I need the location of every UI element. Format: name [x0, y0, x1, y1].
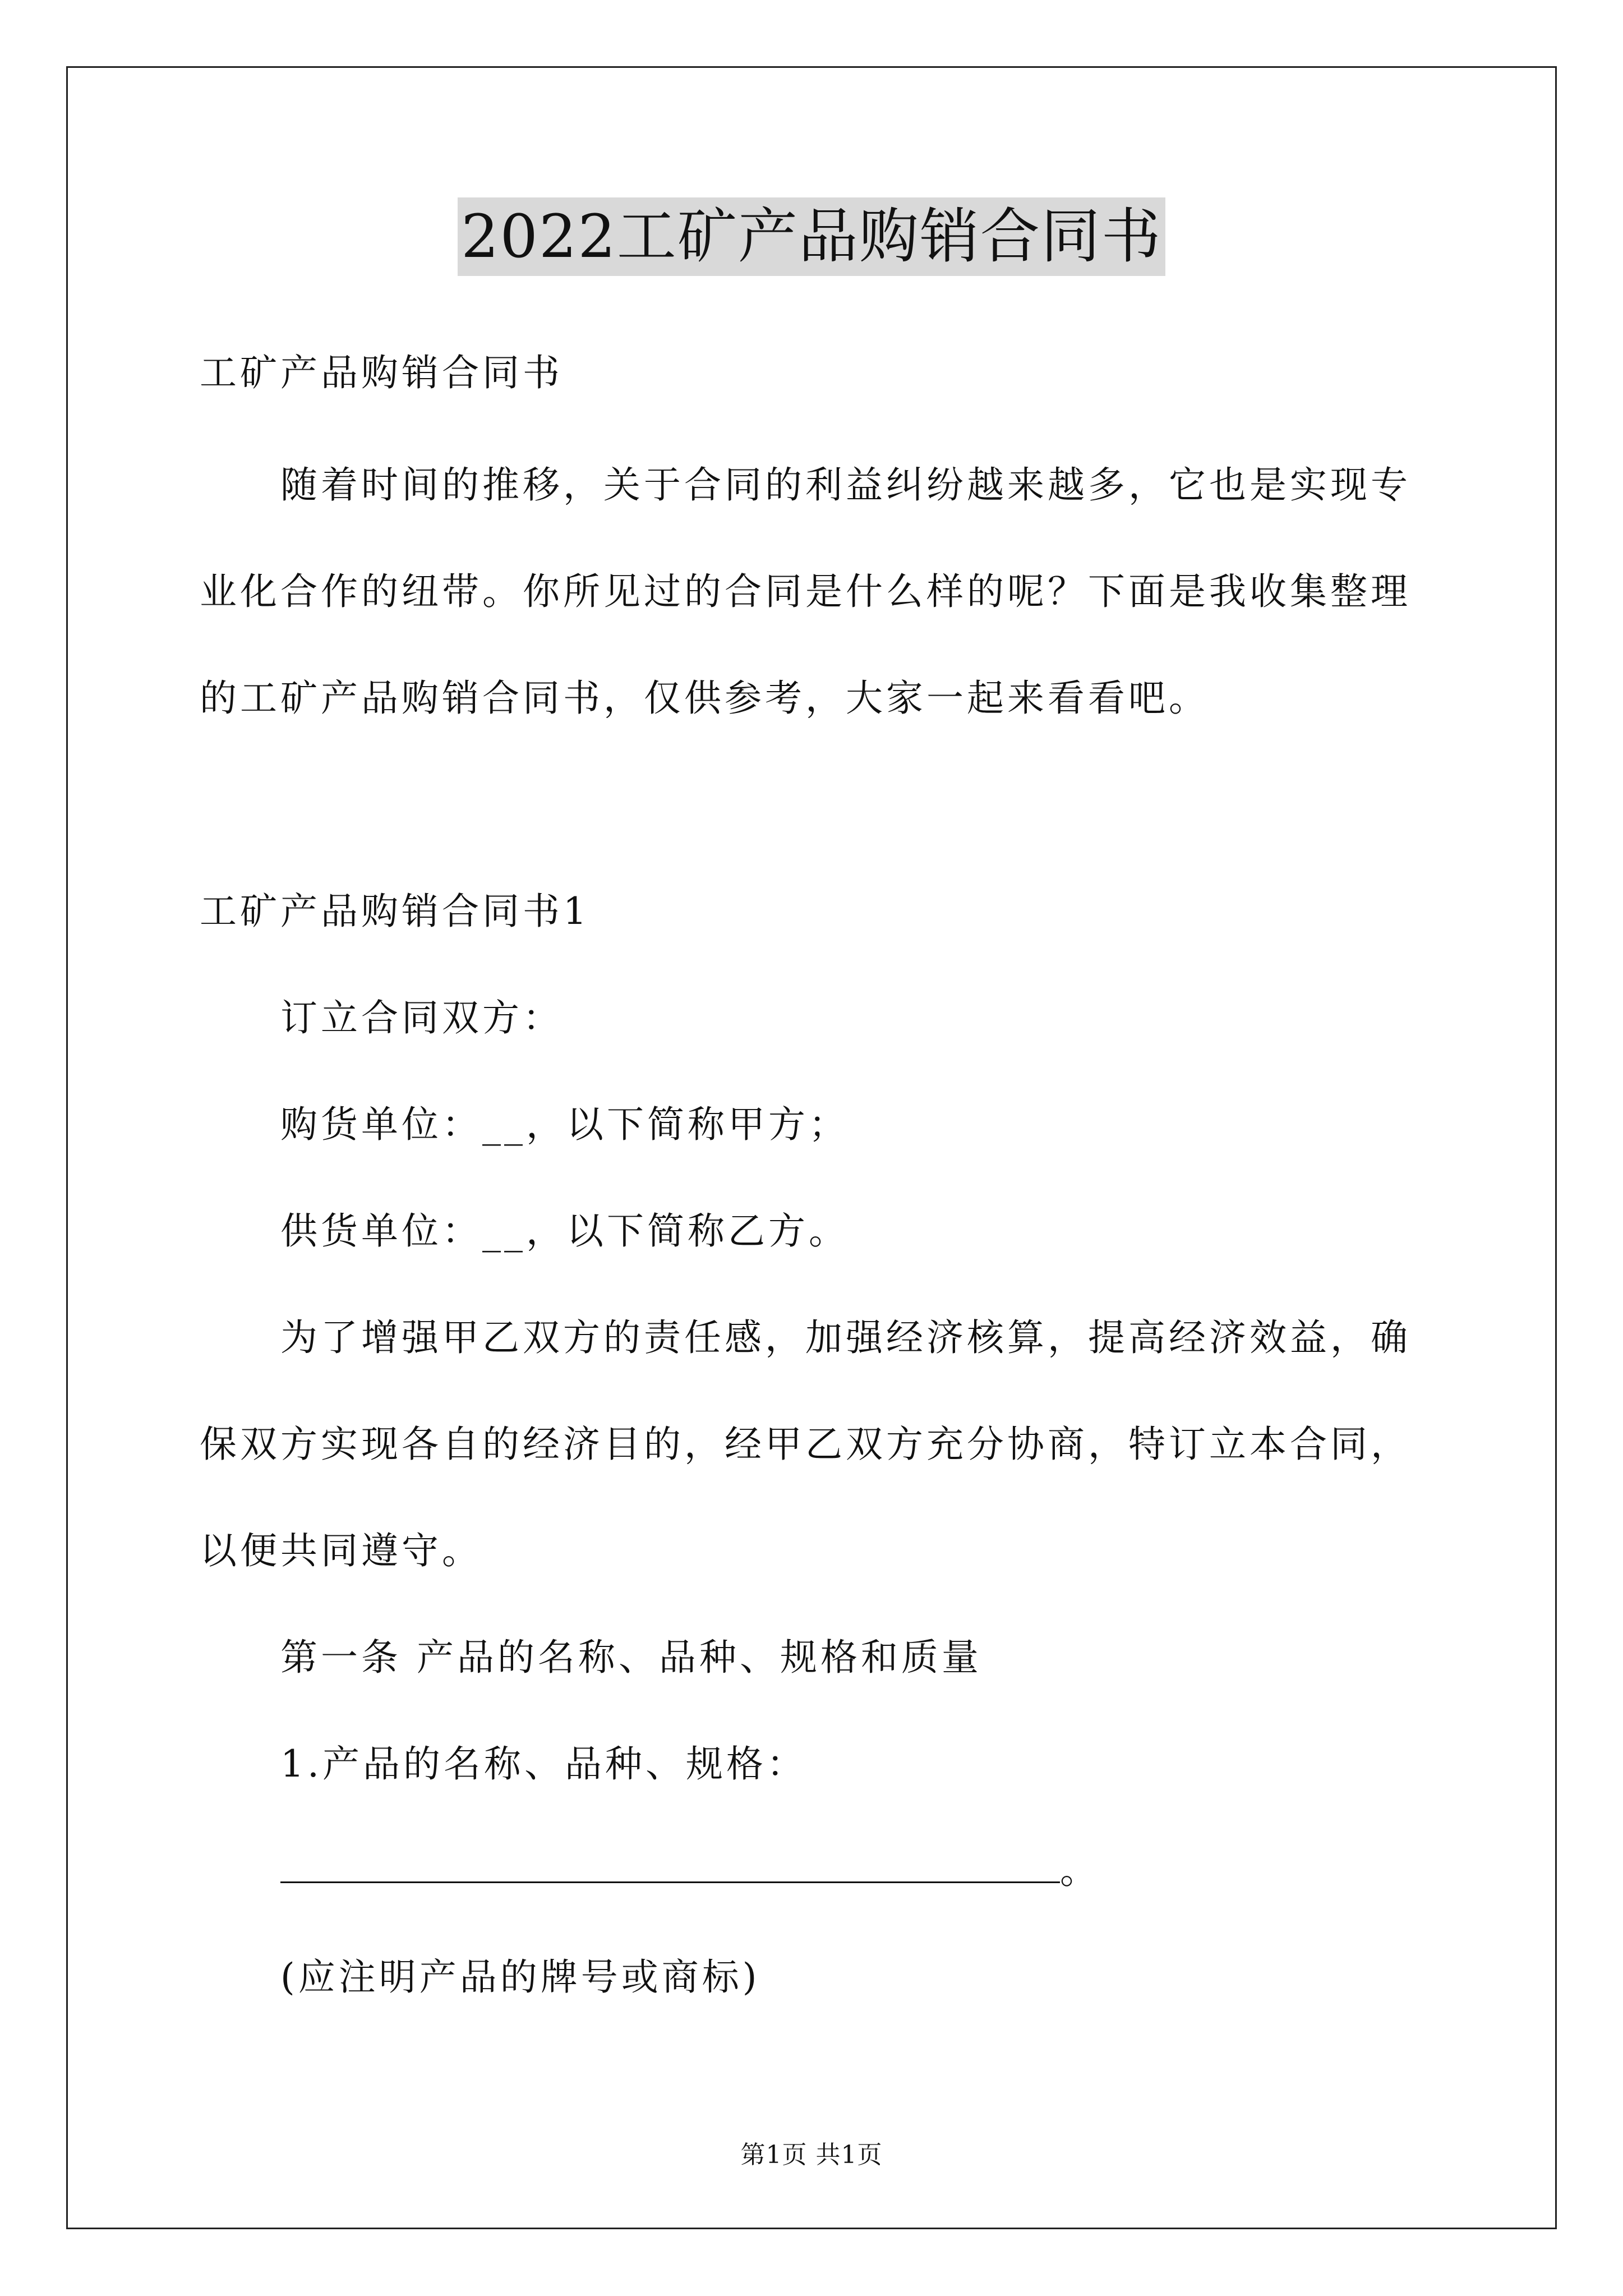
section-heading: 工矿产品购销合同书1 — [200, 890, 590, 933]
parties-label: 订立合同双方： — [280, 996, 563, 1039]
article-1-heading: 第一条 产品的名称、品种、规格和质量 — [280, 1636, 982, 1679]
purpose-line-2: 保双方实现各自的经济目的，经甲乙双方充分协商，特订立本合同， — [200, 1423, 1411, 1466]
note-line: (应注明产品的牌号或商标) — [280, 1955, 760, 1999]
item-1-line: 1.产品的名称、品种、规格： — [280, 1742, 807, 1786]
page-footer: 第1页 共1页 — [740, 2141, 883, 2169]
purpose-line-3: 以便共同遵守。 — [200, 1529, 482, 1572]
blank-fill-line — [280, 1846, 1100, 1896]
intro-line-3: 的工矿产品购销合同书，仅供参考，大家一起来看看吧。 — [200, 677, 1209, 720]
body-heading: 工矿产品购销合同书 — [200, 351, 563, 394]
intro-line-1: 随着时间的推移，关于合同的利益纠纷越来越多，它也是实现专 — [280, 463, 1411, 507]
document-title: 2022工矿产品购销合同书 — [458, 197, 1165, 276]
intro-line-2: 业化合作的纽带。你所见过的合同是什么样的呢？下面是我收集整理 — [200, 570, 1411, 613]
seller-line: 供货单位：__，以下简称乙方。 — [280, 1209, 849, 1253]
blank-underline — [280, 1852, 1060, 1883]
title-container — [0, 197, 1623, 276]
buyer-line: 购货单位：__，以下简称甲方； — [280, 1103, 849, 1146]
blank-line-end: 。 — [1060, 1849, 1100, 1892]
purpose-line-1: 为了增强甲乙双方的责任感，加强经济核算，提高经济效益，确 — [280, 1316, 1411, 1359]
